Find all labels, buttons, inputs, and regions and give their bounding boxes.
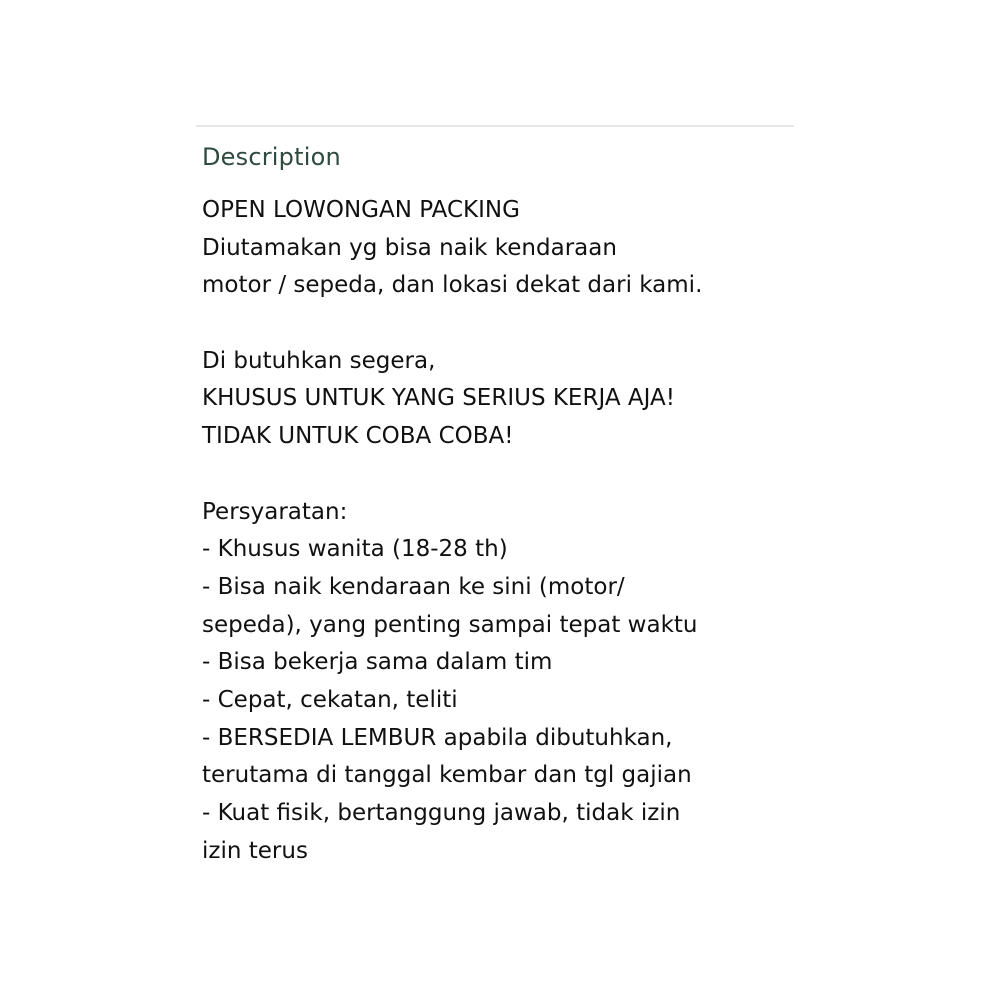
requirement-item: - Kuat fisik, bertanggung jawab, tidak izin (202, 800, 681, 826)
description-line: OPEN LOWONGAN PACKING (202, 197, 520, 223)
description-line: TIDAK UNTUK COBA COBA! (202, 423, 514, 450)
requirement-item: - Khusus wanita (18-28 th) (202, 536, 508, 563)
description-line: Diutamakan yg bisa naik kendaraan (202, 234, 617, 261)
requirements-heading: Persyaratan: (202, 498, 348, 525)
description-heading: Description (202, 143, 341, 171)
paragraph-gap (202, 456, 792, 494)
description-line: Di butuhkan segera, (202, 347, 436, 374)
requirement-item: - Cepat, cekatan, teliti (202, 686, 458, 713)
requirement-item-continued: sepeda), yang penting sampai tepat waktu (202, 611, 698, 638)
section-divider (196, 125, 794, 127)
description-line: motor / sepeda, dan lokasi dekat dari kami. (202, 272, 703, 299)
requirement-item: - Bisa naik kendaraan ke sini (motor/ (202, 573, 625, 600)
requirement-item-continued: terutama di tanggal kembar dan tgl gajian (202, 762, 692, 789)
requirement-item: - BERSEDIA LEMBUR apabila dibutuhkan, (202, 724, 673, 751)
requirement-item: - Bisa bekerja sama dalam tim (202, 649, 553, 676)
requirement-item-continued: izin terus (202, 837, 308, 864)
description-line: KHUSUS UNTUK YANG SERIUS KERJA AJA! (202, 385, 675, 412)
description-body (202, 192, 792, 870)
paragraph-gap (202, 305, 792, 343)
